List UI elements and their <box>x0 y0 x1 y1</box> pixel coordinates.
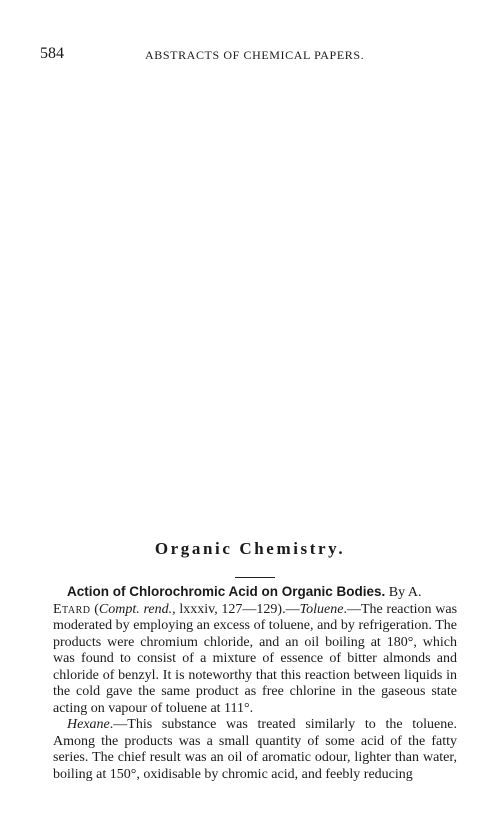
citation-rest: , lxxxiv, 127—129).— <box>172 601 300 617</box>
hexane-dash: .— <box>109 717 128 732</box>
paragraph-hexane <box>53 717 457 783</box>
page-header <box>40 45 462 65</box>
citation-open: ( <box>94 601 99 617</box>
paragraph-toluene <box>53 584 457 717</box>
citation-journal: Compt. rend. <box>98 601 173 617</box>
toluene-text: The reaction was moderated by employing an excess of toluene, and by refrigeration. The products were chromium chloride, and an oil boiling at 180°, which was found to consist of a mixture of essence of bitter almonds and chloride of benzyl. It is noteworthy that this reaction between liquids in the cold gave the same product as free chlorine in the gaseous state acting on vapour of toluene at 111°. <box>53 601 458 716</box>
section-divider <box>235 577 275 578</box>
article-body <box>53 584 457 783</box>
article-title: Action of Chlorochromic Acid on Organic Bodies. <box>67 584 386 599</box>
author-name: Etard <box>53 601 91 617</box>
toluene-dash: .— <box>343 601 361 617</box>
running-head: ABSTRACTS OF CHEMICAL PAPERS. <box>145 48 365 62</box>
page-number: 584 <box>40 45 64 62</box>
hexane-label: Hexane <box>67 717 110 732</box>
section-title: Organic Chemistry. <box>154 539 346 558</box>
hexane-text: This substance was treated similarly to the toluene. Among the products was a small quantity of some acid of the fatty series. The chief result was an oil of aromatic odour, lighter than water, boiling at 150°, oxidisable by chromic acid, and feebly reducing <box>53 717 457 782</box>
toluene-label: Toluene <box>299 601 344 617</box>
byline-prefix: By A. <box>388 585 422 600</box>
